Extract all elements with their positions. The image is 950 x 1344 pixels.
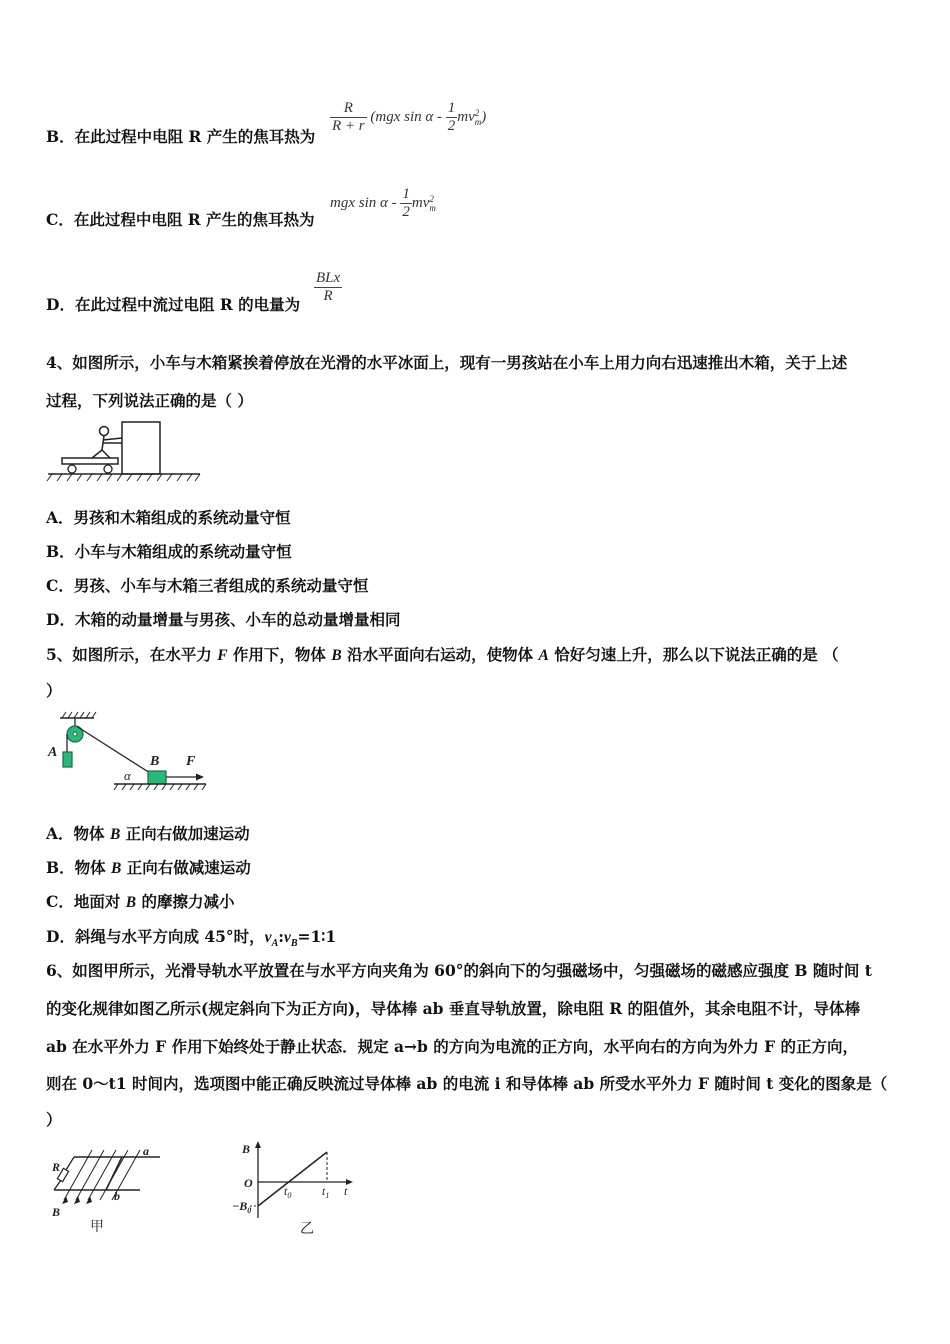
label-a: a — [143, 1144, 149, 1158]
label-r: R — [52, 1160, 61, 1174]
q4-option-d: D．木箱的动量增量与男孩、小车的总动量增量相同 — [46, 610, 401, 629]
formula-b-num: R — [330, 100, 367, 118]
q5-option-c — [46, 891, 234, 914]
t0-label — [284, 1184, 291, 1200]
caption-yi: 乙 — [300, 1221, 314, 1237]
b-line — [258, 1152, 330, 1206]
option-q3-c — [46, 209, 315, 231]
half-num: 1 — [447, 100, 456, 116]
cart-wheel-right — [104, 465, 112, 473]
axis-label-b: B — [242, 1142, 251, 1156]
colon: : — [278, 927, 284, 946]
wire-left-bottom — [54, 1180, 61, 1190]
t1-label — [322, 1184, 329, 1200]
q5-option-b — [46, 857, 251, 880]
ground-hatch — [47, 474, 200, 481]
pulley-axle — [73, 732, 77, 736]
q5-text: 恰好匀速上升，那么以下说法正确的是 （ — [548, 645, 839, 664]
formula-c — [330, 186, 436, 221]
q4-stem-1: 4、如图所示，小车与木箱紧挨着停放在光滑的水平冰面上，现有一男孩站在小车上用力向右迅速推出木箱，关于上述 — [46, 353, 848, 372]
neg-b: −B — [232, 1199, 248, 1213]
sub-a: A — [271, 938, 279, 950]
q6-stem-1: 6、如图甲所示，光滑导轨水平放置在与水平方向夹角为 60°的斜向下的匀强磁场中，匀强磁场的磁感应强度 B 随时间 t — [46, 961, 872, 980]
label-b: B — [150, 754, 160, 769]
q6-stem-2: 的变化规律如图乙所示(规定斜向下为正方向)，导体棒 ab 垂直导轨放置，除电阻 R 的阻值外，其余电阻不计，导体棒 — [46, 999, 861, 1018]
q4-option-c: C．男孩、小车与木箱三者组成的系统动量守恒 — [46, 576, 369, 595]
sup-2: 2 — [474, 107, 480, 118]
q4-figure — [44, 418, 206, 484]
var-v: v — [264, 929, 272, 946]
boy-figure — [92, 427, 122, 459]
q5-option-a — [46, 823, 250, 846]
var-f: F — [217, 647, 228, 664]
option-text: 正向右做减速运动 — [121, 858, 251, 877]
q6-stem-4: 则在 0～t1 时间内，选项图中能正确反映流过导体棒 ab 的电流 i 和导体棒 ab 所受水平外力 F 随时间 t 变化的图象是（ — [46, 1074, 888, 1093]
option-letter: D． — [46, 295, 75, 314]
wooden-box — [122, 422, 160, 474]
var-a: A — [538, 647, 549, 664]
t0: t — [284, 1184, 288, 1198]
option-text: 的摩擦力减小 — [136, 892, 235, 911]
label-a: A — [48, 745, 58, 760]
option-text: B．物体 — [46, 858, 111, 877]
axis-label-t: t — [344, 1184, 348, 1198]
label-field-b: B — [52, 1205, 61, 1219]
formula-mv: mv — [411, 194, 430, 211]
formula-b-open: (mgx sin α - — [370, 108, 442, 125]
option-letter: C． — [46, 210, 74, 229]
half-num: 1 — [402, 186, 410, 202]
option-text: 在此过程中流过电阻 R 的电量为 — [74, 295, 301, 314]
sub-m: m — [429, 202, 436, 213]
formula-d-den: R — [323, 288, 333, 304]
ceiling-hatch — [62, 712, 96, 718]
formula-d — [314, 270, 342, 305]
option-text: A．物体 — [46, 824, 110, 843]
option-text: C．地面对 — [46, 892, 126, 911]
formula-c-expr: mgx sin α - — [330, 194, 397, 211]
option-text: 在此过程中电阻 R 产生的焦耳热为 — [74, 127, 316, 146]
q4-stem-2: 过程，下列说法正确的是（ ） — [46, 391, 253, 410]
neg-b0-label — [232, 1199, 251, 1215]
floor-hatch — [114, 784, 206, 790]
sub-m: m — [474, 116, 482, 127]
var-b: B — [125, 894, 137, 911]
axis-y-arrow — [255, 1141, 261, 1148]
sub-b: B — [290, 938, 298, 950]
sub-1: 1 — [325, 1191, 330, 1200]
force-arrowhead — [196, 774, 204, 781]
q5-option-d — [46, 926, 336, 955]
sub-0: 0 — [287, 1191, 292, 1200]
q5-figure — [44, 710, 214, 794]
formula-mv: mv — [457, 108, 475, 125]
ratio: =1∶1 — [297, 927, 337, 946]
q6-stem-3: ab 在水平外力 F 作用下始终处于静止状态．规定 a→b 的方向为电流的正方向，水平向右的方向为外力 F 的正方向， — [46, 1037, 859, 1056]
t1: t — [322, 1184, 326, 1198]
sub-0: 0 — [247, 1206, 252, 1215]
var-v: v — [283, 929, 291, 946]
option-text: 在此过程中电阻 R 产生的焦耳热为 — [73, 210, 315, 229]
var-b: B — [111, 860, 122, 877]
q4-option-b: B．小车与木箱组成的系统动量守恒 — [46, 542, 292, 561]
option-q3-d — [46, 294, 300, 316]
origin-label: O — [244, 1176, 253, 1190]
rope-slanted — [77, 727, 150, 774]
half-den: 2 — [402, 204, 410, 220]
formula-d-num: BLx — [316, 270, 341, 286]
option-q3-b — [46, 126, 315, 148]
label-f: F — [186, 754, 196, 769]
sup-2: 2 — [429, 193, 434, 204]
q6-figure-jia — [44, 1140, 174, 1236]
half-den: 2 — [447, 118, 456, 134]
q5-text: 5、如图所示，在水平力 — [46, 645, 218, 664]
option-text: 正向右做加速运动 — [120, 824, 250, 843]
caption-jia: 甲 — [90, 1219, 104, 1235]
q5-stem-2: ） — [46, 681, 62, 700]
q6-figure-yi — [226, 1138, 358, 1238]
label-b: b — [114, 1189, 120, 1203]
q5-text: 作用下，物体 — [227, 645, 332, 664]
q5-stem-1 — [46, 644, 839, 667]
var-b: B — [331, 647, 342, 664]
var-b: B — [109, 826, 121, 843]
block-b — [148, 771, 166, 784]
formula-close: ) — [481, 108, 487, 125]
q5-text: 沿水平面向右运动，使物体 — [341, 645, 539, 664]
label-alpha: α — [124, 768, 131, 783]
formula-b — [330, 100, 486, 135]
wire-left-top — [66, 1157, 74, 1170]
q4-option-a: A．男孩和木箱组成的系统动量守恒 — [46, 508, 291, 527]
cart-wheel-left — [68, 465, 76, 473]
option-letter: B． — [46, 127, 75, 146]
q6-stem-5: ） — [46, 1110, 62, 1129]
option-text: D．斜绳与水平方向成 45°时， — [46, 927, 265, 946]
block-a — [63, 752, 72, 767]
cart-body — [62, 458, 118, 464]
formula-b-den: R + r — [332, 118, 365, 134]
